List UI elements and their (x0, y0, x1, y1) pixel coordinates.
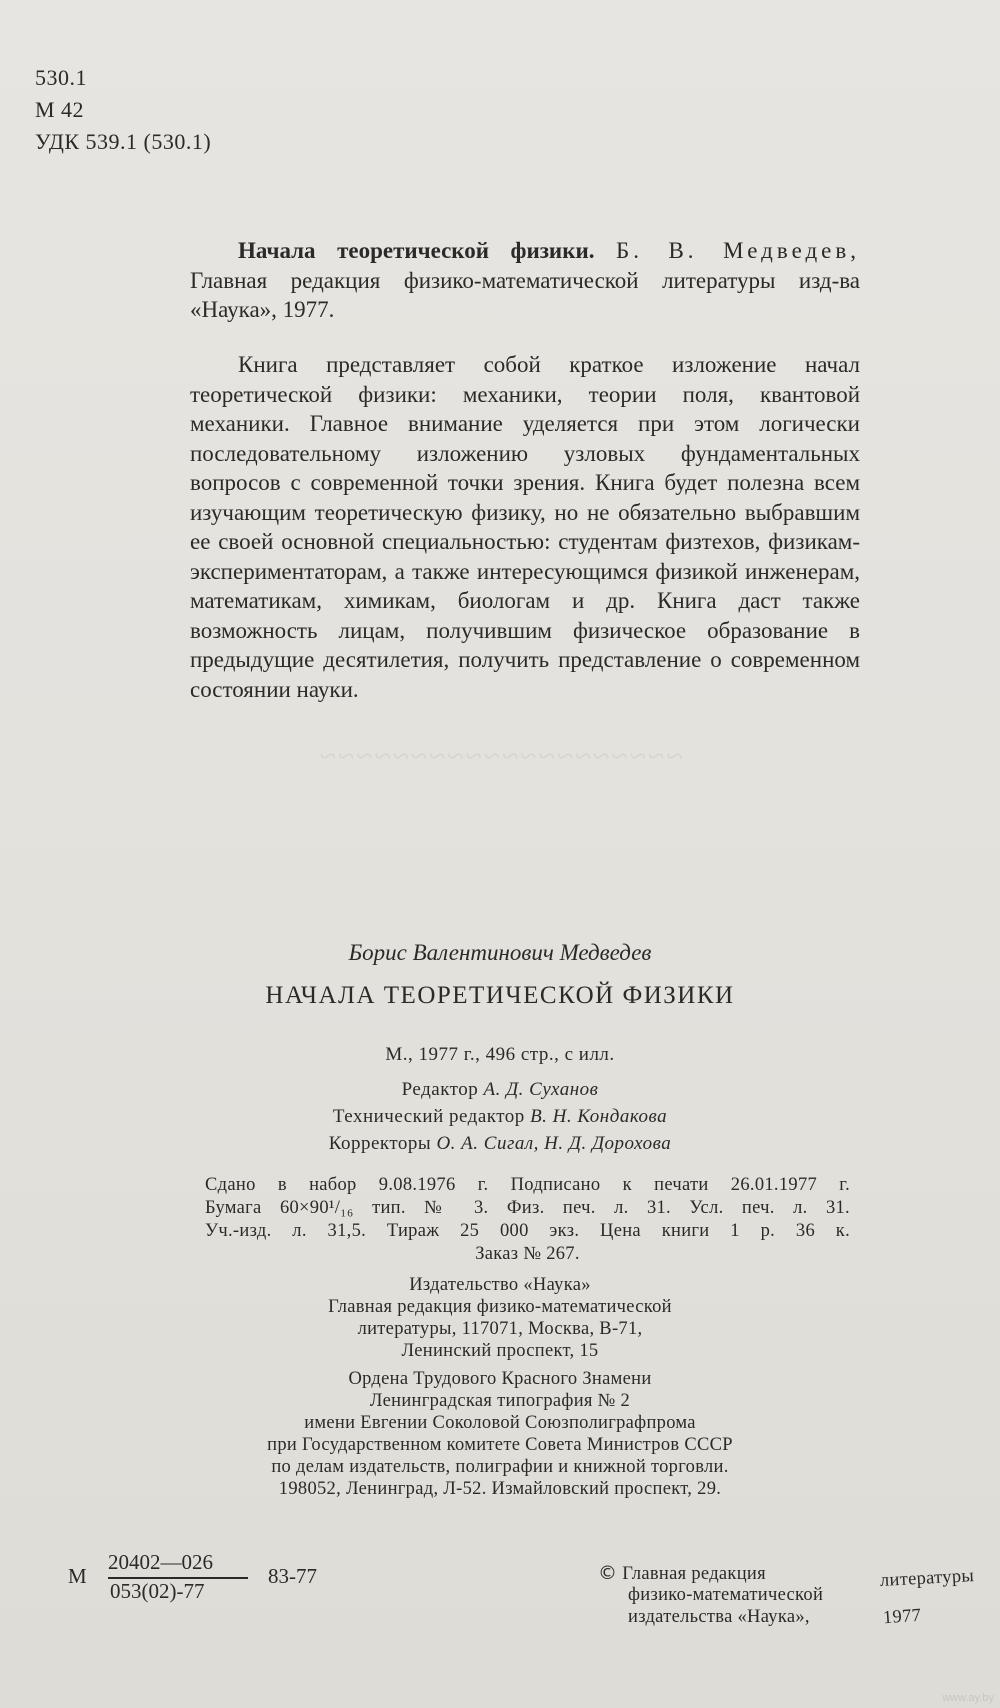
index-suffix: 83-77 (268, 1564, 317, 1588)
tech-editor-line (0, 1103, 1000, 1130)
print-line: Заказ № 267. (475, 1244, 580, 1264)
reference-title: Начала теоретической физики. (238, 238, 595, 263)
bbk-code: 530.1 (35, 65, 87, 90)
print-details (205, 1174, 850, 1266)
printshop-line: Ордена Трудового Красного Знамени (348, 1369, 652, 1389)
editor-label: Редактор (401, 1079, 479, 1100)
publisher-block (0, 1274, 1000, 1362)
tech-editor-label: Технический редактор (332, 1106, 525, 1127)
printshop-block (0, 1368, 1000, 1500)
site-watermark: www.ay.by (942, 1692, 994, 1704)
editor-line (0, 1076, 1000, 1103)
udc-code: УДК 539.1 (530.1) (35, 129, 212, 154)
print-line: Сдано в набор 9.08.1976 г. Подписано к печати 26.01.1977 г. (205, 1175, 850, 1195)
copyright-line (598, 1562, 766, 1585)
printshop-line: по делам издательств, полиграфии и книжной торговли. (271, 1457, 729, 1477)
author-full-name: Борис Валентинович Медведев (348, 940, 652, 965)
copyright-line: издательства «Наука», (628, 1607, 810, 1627)
correctors-line (0, 1130, 1000, 1157)
printshop-line: Ленинградская типография № 2 (369, 1391, 631, 1411)
copyright-icon: © (598, 1562, 618, 1584)
annotation-paragraph: Книга представляет собой краткое изложение начал теоретической физики: механики, теории поля, квантовой механики. Главное внимание уделяется при этом логически последовательному изложению узловых фундаментальных вопросов с современной точки зрения. Книга будет полезна всем изучающим теоретическую физику, но не обязательно выбравшим ее своей основной специальностью: студентам физтехов, физикам-экспериментаторам, а также интересующимся физикой инженерам, математикам, химикам, биологам и др. Книга даст также возможность лицам, получившим физическое образование в предыдущие десятилетия, получить представление о современном состоянии науки. (190, 352, 860, 702)
reference-author: Б. В. Медведев, (615, 238, 860, 263)
editor-name: А. Д. Суханов (483, 1079, 599, 1100)
copyright-line: литературы (879, 1566, 975, 1591)
index-prefix: М (68, 1564, 87, 1588)
book-title: НАЧАЛА ТЕОРЕТИЧЕСКОЙ ФИЗИКИ (265, 982, 735, 1009)
print-line: Бумага 60×90¹/₁₆ тип. № 3. Физ. печ. л. 31. Усл. печ. л. 31. (205, 1198, 850, 1218)
publication-line: М., 1977 г., 496 стр., с илл. (385, 1044, 615, 1065)
publisher-line: Главная редакция физико-математической (328, 1297, 672, 1317)
editors-block (0, 1076, 1000, 1157)
bibliographic-reference (190, 236, 860, 325)
publisher-line: литературы, 117071, Москва, В-71, (357, 1319, 643, 1339)
printshop-line: имени Евгении Соколовой Союзполиграфпрома (304, 1413, 696, 1433)
copyright-year: 1977 (882, 1605, 922, 1629)
publisher-line: Издательство «Наука» (409, 1275, 591, 1295)
bleed-through-text: ~~~~~~~~~~~~~~~~~~~~ (317, 740, 683, 773)
copyright-line: физико-математической (628, 1585, 824, 1605)
correctors-names: О. А. Сигал, Н. Д. Дорохова (436, 1133, 672, 1154)
printshop-line: 198052, Ленинград, Л-52. Измайловский проспект, 29. (278, 1479, 722, 1499)
index-denominator: 053(02)-77 (110, 1579, 205, 1603)
publisher-line: Ленинский проспект, 15 (401, 1341, 599, 1361)
correctors-label: Корректоры (328, 1133, 432, 1154)
classification-block (35, 62, 211, 158)
print-line: Уч.-изд. л. 31,5. Тираж 25 000 экз. Цена книги 1 р. 36 к. (205, 1221, 850, 1241)
author-mark: М 42 (35, 97, 85, 122)
tech-editor-name: В. Н. Кондакова (530, 1106, 668, 1127)
printshop-line: при Государственном комитете Совета Министров СССР (267, 1435, 733, 1455)
copyright-text: Главная редакция (622, 1564, 766, 1584)
reference-publisher: Главная редакция физико-математической литературы изд-ва «Наука», 1977. (190, 267, 860, 322)
index-numerator: 20402—026 (108, 1550, 213, 1574)
